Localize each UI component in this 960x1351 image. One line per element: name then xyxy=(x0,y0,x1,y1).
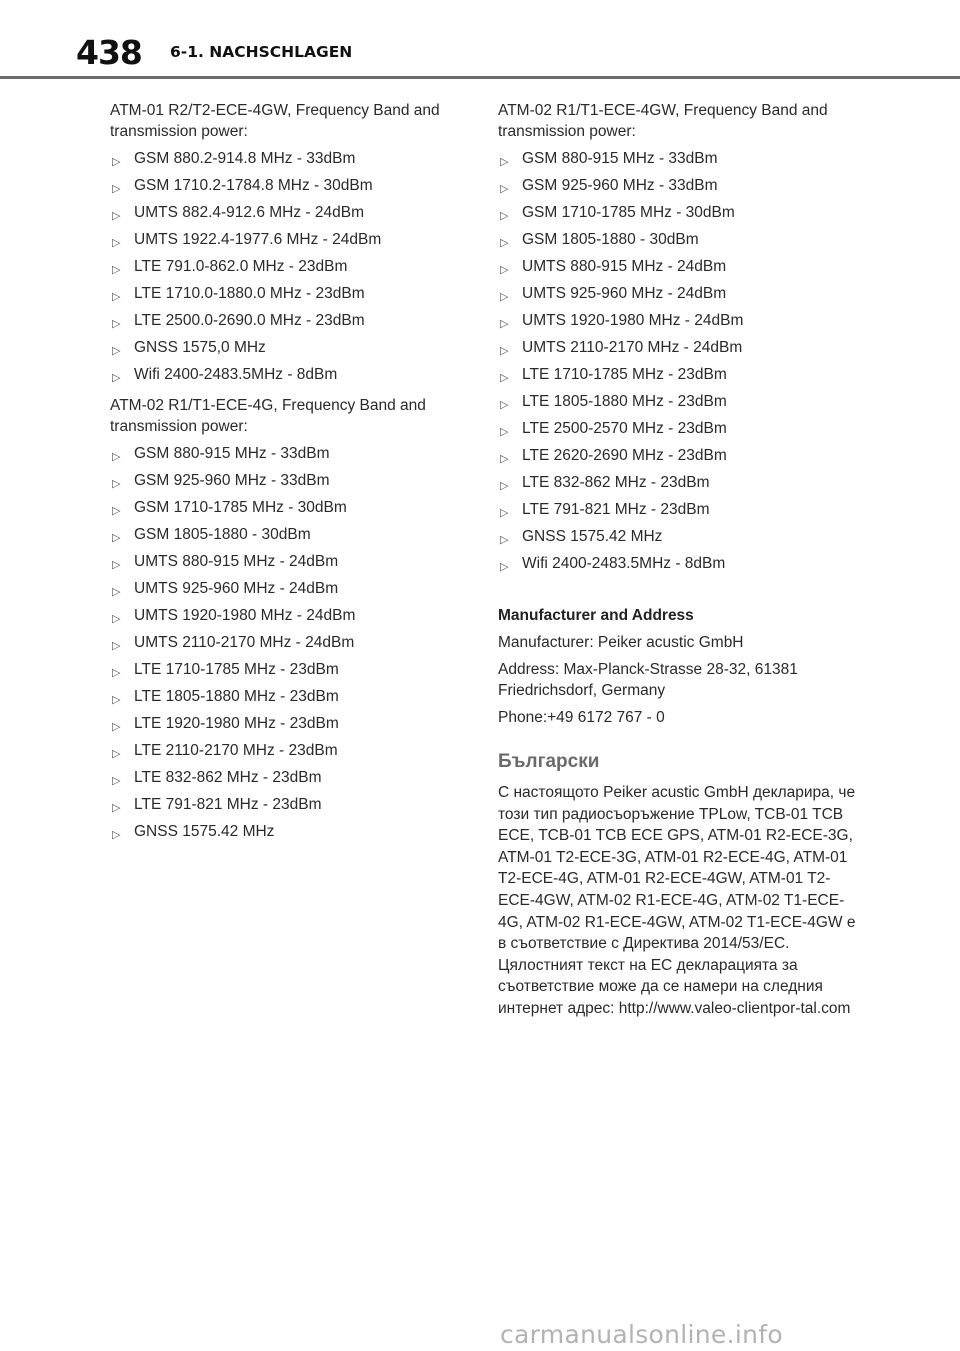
list-item xyxy=(110,283,462,310)
list-item-text: LTE 1710.0-1880.0 MHz - 23dBm xyxy=(134,285,365,302)
list-item xyxy=(110,148,462,175)
triangle-right-outline-icon: ▷ xyxy=(500,561,509,573)
list-item xyxy=(110,497,462,524)
triangle-right-outline-icon: ▷ xyxy=(500,507,509,519)
list-item xyxy=(110,578,462,605)
triangle-right-outline-icon: ▷ xyxy=(500,264,509,276)
triangle-right-outline-icon: ▷ xyxy=(112,613,121,625)
list-item xyxy=(110,364,462,391)
header-divider xyxy=(0,76,960,79)
list-item xyxy=(498,148,858,175)
list-item-text: Wifi 2400-2483.5MHz - 8dBm xyxy=(134,366,338,383)
triangle-right-outline-icon: ▷ xyxy=(500,453,509,465)
page-header xyxy=(0,0,960,82)
list-item xyxy=(110,175,462,202)
list-item xyxy=(498,337,858,364)
triangle-right-outline-icon: ▷ xyxy=(500,480,509,492)
list-item xyxy=(498,364,858,391)
list-item xyxy=(498,391,858,418)
list-item-text: GSM 1710.2-1784.8 MHz - 30dBm xyxy=(134,177,373,194)
band-list xyxy=(498,148,858,580)
list-item-text: LTE 832-862 MHz - 23dBm xyxy=(522,474,710,491)
list-item-text: UMTS 1920-1980 MHz - 24dBm xyxy=(522,312,744,329)
list-item-text: LTE 2500.0-2690.0 MHz - 23dBm xyxy=(134,312,365,329)
list-item xyxy=(498,229,858,256)
triangle-right-outline-icon: ▷ xyxy=(112,802,121,814)
bulgarian-heading: Български xyxy=(498,751,600,772)
list-item-text: GSM 880-915 MHz - 33dBm xyxy=(134,445,330,462)
triangle-right-outline-icon: ▷ xyxy=(112,721,121,733)
triangle-right-outline-icon: ▷ xyxy=(112,829,121,841)
triangle-right-outline-icon: ▷ xyxy=(500,183,509,195)
list-item-text: UMTS 925-960 MHz - 24dBm xyxy=(134,580,339,597)
band-list xyxy=(110,443,462,848)
triangle-right-outline-icon: ▷ xyxy=(112,667,121,679)
triangle-right-outline-icon: ▷ xyxy=(500,156,509,168)
triangle-right-outline-icon: ▷ xyxy=(112,559,121,571)
list-item-text: LTE 1920-1980 MHz - 23dBm xyxy=(134,715,339,732)
list-item xyxy=(110,470,462,497)
list-item xyxy=(498,283,858,310)
triangle-right-outline-icon: ▷ xyxy=(112,532,121,544)
manufacturer-phone: Phone:+49 6172 767 - 0 xyxy=(498,709,665,726)
left-column xyxy=(110,100,462,852)
triangle-right-outline-icon: ▷ xyxy=(112,210,121,222)
list-item-text: GSM 925-960 MHz - 33dBm xyxy=(134,472,330,489)
list-item-text: UMTS 880-915 MHz - 24dBm xyxy=(134,553,339,570)
triangle-right-outline-icon: ▷ xyxy=(500,534,509,546)
list-item-text: GNSS 1575.42 MHz xyxy=(134,823,275,840)
list-item xyxy=(498,499,858,526)
intro-atm01-4gw: ATM-01 R2/T2-ECE-4GW, Frequency Band and transmission power: xyxy=(110,102,440,140)
triangle-right-outline-icon: ▷ xyxy=(112,291,121,303)
list-item-text: UMTS 2110-2170 MHz - 24dBm xyxy=(522,339,743,356)
chapter-title: 6-1. NACHSCHLAGEN xyxy=(170,43,353,61)
list-item-text: UMTS 925-960 MHz - 24dBm xyxy=(522,285,727,302)
list-item xyxy=(498,553,858,580)
manufacturer-heading: Manufacturer and Address xyxy=(498,607,694,624)
bulgarian-declaration: С настоящото Peiker acustic GmbH декларира, че този тип радиосъоръжение TPLow, TCB-01 TCB ECE, TCB-01 TCB ECE GPS, ATM-01 R2-ECE-3G, ATM-01 T2-ECE-3G, ATM-01 R2-ECE-4G, ATM-01 T2-ECE-4G, ATM-01 R2-ECE-4GW, ATM-01 T2-ECE-4GW, ATM-02 R1-ECE-4G, ATM-02 T1-ECE-4G, ATM-02 R1-ECE-4GW, ATM-02 T1-ECE-4GW е в съответствие с Директива 2014/53/ЕС. Цялостният текст на ЕС декларацията за съответствие може да се намери на следния интернет адрес: http://www.valeo-clientpor-tal.com xyxy=(498,784,856,1017)
list-item-text: LTE 791-821 MHz - 23dBm xyxy=(134,796,322,813)
triangle-right-outline-icon: ▷ xyxy=(112,318,121,330)
triangle-right-outline-icon: ▷ xyxy=(112,775,121,787)
triangle-right-outline-icon: ▷ xyxy=(500,237,509,249)
list-item xyxy=(110,713,462,740)
manufacturer-name: Manufacturer: Peiker acustic GmbH xyxy=(498,634,744,651)
list-item xyxy=(110,632,462,659)
list-item-text: GSM 880-915 MHz - 33dBm xyxy=(522,150,718,167)
triangle-right-outline-icon: ▷ xyxy=(500,318,509,330)
watermark: carmanualsonline.info xyxy=(500,1320,783,1349)
list-item-text: LTE 2110-2170 MHz - 23dBm xyxy=(134,742,338,759)
list-item xyxy=(110,794,462,821)
list-item-text: GNSS 1575.42 MHz xyxy=(522,528,663,545)
list-item xyxy=(110,551,462,578)
list-item-text: LTE 791-821 MHz - 23dBm xyxy=(522,501,710,518)
list-item-text: UMTS 2110-2170 MHz - 24dBm xyxy=(134,634,355,651)
list-item xyxy=(498,175,858,202)
list-item-text: Wifi 2400-2483.5MHz - 8dBm xyxy=(522,555,726,572)
page-number: 438 xyxy=(76,33,142,72)
list-item xyxy=(110,229,462,256)
triangle-right-outline-icon: ▷ xyxy=(112,264,121,276)
list-item-text: LTE 2620-2690 MHz - 23dBm xyxy=(522,447,727,464)
list-item-text: GSM 1710-1785 MHz - 30dBm xyxy=(134,499,347,516)
list-item-text: LTE 1710-1785 MHz - 23dBm xyxy=(522,366,727,383)
triangle-right-outline-icon: ▷ xyxy=(112,694,121,706)
triangle-right-outline-icon: ▷ xyxy=(500,399,509,411)
triangle-right-outline-icon: ▷ xyxy=(500,345,509,357)
list-item-text: LTE 2500-2570 MHz - 23dBm xyxy=(522,420,727,437)
list-item xyxy=(110,659,462,686)
triangle-right-outline-icon: ▷ xyxy=(500,210,509,222)
list-item xyxy=(498,526,858,553)
triangle-right-outline-icon: ▷ xyxy=(112,505,121,517)
triangle-right-outline-icon: ▷ xyxy=(500,426,509,438)
triangle-right-outline-icon: ▷ xyxy=(112,156,121,168)
list-item-text: UMTS 882.4-912.6 MHz - 24dBm xyxy=(134,204,365,221)
list-item xyxy=(110,337,462,364)
list-item xyxy=(110,443,462,470)
list-item xyxy=(110,821,462,848)
list-item xyxy=(110,256,462,283)
list-item-text: LTE 1805-1880 MHz - 23dBm xyxy=(522,393,727,410)
list-item xyxy=(110,767,462,794)
triangle-right-outline-icon: ▷ xyxy=(112,183,121,195)
list-item-text: GNSS 1575,0 MHz xyxy=(134,339,266,356)
triangle-right-outline-icon: ▷ xyxy=(500,291,509,303)
list-item xyxy=(110,686,462,713)
list-item-text: GSM 1805-1880 - 30dBm xyxy=(134,526,311,543)
intro-atm02-4g: ATM-02 R1/T1-ECE-4G, Frequency Band and transmission power: xyxy=(110,397,426,435)
intro-atm02-4gw: ATM-02 R1/T1-ECE-4GW, Frequency Band and transmission power: xyxy=(498,102,828,140)
triangle-right-outline-icon: ▷ xyxy=(112,586,121,598)
list-item xyxy=(498,445,858,472)
list-item-text: GSM 1805-1880 - 30dBm xyxy=(522,231,699,248)
list-item xyxy=(110,740,462,767)
list-item xyxy=(110,310,462,337)
list-item-text: UMTS 1922.4-1977.6 MHz - 24dBm xyxy=(134,231,382,248)
list-item xyxy=(110,202,462,229)
list-item xyxy=(498,418,858,445)
manufacturer-address: Address: Max-Planck-Strasse 28-32, 61381 Friedrichsdorf, Germany xyxy=(498,661,798,699)
list-item xyxy=(498,472,858,499)
list-item xyxy=(498,256,858,283)
triangle-right-outline-icon: ▷ xyxy=(112,345,121,357)
list-item-text: UMTS 880-915 MHz - 24dBm xyxy=(522,258,727,275)
list-item xyxy=(498,310,858,337)
list-item-text: LTE 1805-1880 MHz - 23dBm xyxy=(134,688,339,705)
triangle-right-outline-icon: ▷ xyxy=(500,372,509,384)
list-item xyxy=(498,202,858,229)
list-item-text: LTE 1710-1785 MHz - 23dBm xyxy=(134,661,339,678)
list-item xyxy=(110,524,462,551)
list-item-text: GSM 925-960 MHz - 33dBm xyxy=(522,177,718,194)
list-item-text: LTE 832-862 MHz - 23dBm xyxy=(134,769,322,786)
triangle-right-outline-icon: ▷ xyxy=(112,640,121,652)
triangle-right-outline-icon: ▷ xyxy=(112,237,121,249)
right-column xyxy=(498,100,858,1020)
band-list xyxy=(110,148,462,391)
triangle-right-outline-icon: ▷ xyxy=(112,451,121,463)
list-item xyxy=(110,605,462,632)
list-item-text: LTE 791.0-862.0 MHz - 23dBm xyxy=(134,258,348,275)
triangle-right-outline-icon: ▷ xyxy=(112,372,121,384)
triangle-right-outline-icon: ▷ xyxy=(112,748,121,760)
list-item-text: GSM 1710-1785 MHz - 30dBm xyxy=(522,204,735,221)
list-item-text: GSM 880.2-914.8 MHz - 33dBm xyxy=(134,150,356,167)
triangle-right-outline-icon: ▷ xyxy=(112,478,121,490)
list-item-text: UMTS 1920-1980 MHz - 24dBm xyxy=(134,607,356,624)
